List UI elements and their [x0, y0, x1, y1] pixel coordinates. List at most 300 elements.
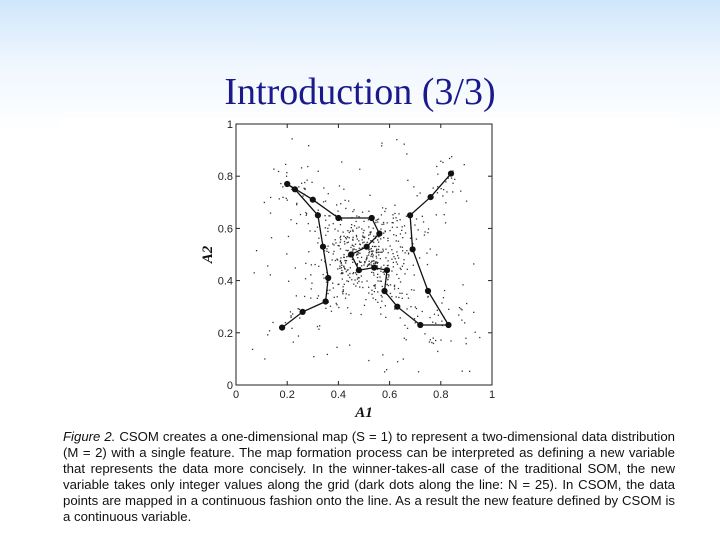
scatter-point [402, 266, 403, 267]
scatter-point [301, 167, 302, 168]
scatter-point [416, 308, 417, 309]
scatter-point [392, 253, 393, 254]
scatter-point [348, 250, 349, 251]
scatter-point [373, 254, 374, 255]
scatter-point [343, 291, 344, 292]
scatter-point [399, 293, 400, 294]
map-node [325, 275, 331, 281]
scatter-point [377, 291, 378, 292]
scatter-point [400, 219, 401, 220]
scatter-point [352, 250, 353, 251]
scatter-point [398, 297, 399, 298]
scatter-point [434, 314, 435, 315]
scatter-point [271, 237, 272, 238]
scatter-point [252, 349, 253, 350]
scatter-point [299, 317, 300, 318]
scatter-point [377, 219, 378, 220]
scatter-point [405, 252, 406, 253]
scatter-point [341, 272, 342, 273]
scatter-point [403, 358, 404, 359]
scatter-point [394, 286, 395, 287]
scatter-point [373, 298, 374, 299]
scatter-point [398, 278, 399, 279]
scatter-point [267, 265, 268, 266]
scatter-point [341, 263, 342, 264]
scatter-point [356, 215, 357, 216]
scatter-point [429, 317, 430, 318]
scatter-point [357, 278, 358, 279]
scatter-point [340, 248, 341, 249]
scatter-point [427, 232, 428, 233]
scatter-point [298, 186, 299, 187]
scatter-point [381, 214, 382, 215]
scatter-point [317, 242, 318, 243]
scatter-point [296, 204, 297, 205]
scatter-point [313, 356, 314, 357]
scatter-point [444, 290, 445, 291]
y-tick-label: 0.4 [217, 275, 233, 288]
map-node [381, 288, 387, 294]
scatter-point [391, 296, 392, 297]
scatter-point [286, 198, 287, 199]
scatter-point [340, 203, 341, 204]
scatter-point [335, 260, 336, 261]
scatter-point [293, 342, 294, 343]
scatter-point [343, 254, 344, 255]
scatter-point [415, 322, 416, 323]
scatter-point [336, 303, 337, 304]
scatter-point [406, 339, 407, 340]
scatter-point [264, 202, 265, 203]
scatter-point [362, 239, 363, 240]
scatter-point [365, 299, 366, 300]
scatter-point [345, 200, 346, 201]
plot-axes [200, 119, 495, 418]
scatter-point [270, 274, 271, 275]
scatter-point [459, 307, 460, 308]
scatter-point [267, 334, 268, 335]
scatter-point [396, 240, 397, 241]
scatter-point [346, 256, 347, 257]
scatter-point [336, 347, 337, 348]
map-node [428, 194, 434, 200]
scatter-point [336, 304, 337, 305]
scatter-point [339, 185, 340, 186]
scatter-point [371, 272, 372, 273]
scatter-point [339, 245, 340, 246]
scatter-point [350, 247, 351, 248]
scatter-point [396, 251, 397, 252]
scatter-point [387, 279, 388, 280]
scatter-point [355, 249, 356, 250]
scatter-point [393, 256, 394, 257]
scatter-point [430, 339, 431, 340]
scatter-point [378, 246, 379, 247]
scatter-point [353, 246, 354, 247]
scatter-point [336, 204, 337, 205]
scatter-point [351, 279, 352, 280]
scatter-point [327, 293, 328, 294]
scatter-point [451, 178, 452, 179]
scatter-point [290, 219, 291, 220]
scatter-point [366, 258, 367, 259]
scatter-point [356, 254, 357, 255]
scatter-point [374, 246, 375, 247]
scatter-point [344, 241, 345, 242]
scatter-point [318, 329, 319, 330]
scatter-point [403, 263, 404, 264]
scatter-point [371, 248, 372, 249]
scatter-point [325, 220, 326, 221]
scatter-point [354, 279, 355, 280]
scatter-point [334, 228, 335, 229]
scatter-point [372, 253, 373, 254]
scatter-point [346, 293, 347, 294]
scatter-point [337, 296, 338, 297]
scatter-point [406, 216, 407, 217]
scatter-point [270, 213, 271, 214]
scatter-point [431, 342, 432, 343]
scatter-point [404, 338, 405, 339]
scatter-point [422, 216, 423, 217]
scatter-point [342, 293, 343, 294]
map-node [279, 325, 285, 331]
scatter-point [385, 249, 386, 250]
scatter-point [340, 261, 341, 262]
scatter-point [375, 288, 376, 289]
scatter-point [381, 301, 382, 302]
scatter-point [368, 254, 369, 255]
scatter-point [350, 267, 351, 268]
y-tick-label: 0.2 [217, 327, 233, 340]
scatter-point [417, 195, 418, 196]
scatter-point [464, 164, 465, 165]
scatter-point [358, 216, 359, 217]
scatter-point [444, 214, 445, 215]
scatter-point [397, 264, 398, 265]
scatter-point [308, 223, 309, 224]
scatter-point [402, 298, 403, 299]
scatter-point [411, 289, 412, 290]
scatter-point [416, 239, 417, 240]
x-tick-label: 0.4 [330, 389, 347, 401]
map-node [394, 304, 400, 310]
scatter-point [347, 242, 348, 243]
map-node [417, 322, 423, 328]
scatter-point [321, 259, 322, 260]
scatter-point [400, 281, 401, 282]
scatter-point [373, 228, 374, 229]
scatter-point [469, 371, 470, 372]
scatter-point [358, 277, 359, 278]
scatter-point [290, 315, 291, 316]
scatter-point [349, 345, 350, 346]
scatter-point [397, 220, 398, 221]
scatter-point [357, 239, 358, 240]
scatter-point [359, 248, 360, 249]
scatter-point [290, 311, 291, 312]
scatter-point [311, 288, 312, 289]
scatter-point [424, 231, 425, 232]
scatter-point [383, 222, 384, 223]
scatter-point [381, 267, 382, 268]
scatter-plot [60, 118, 680, 418]
scatter-point [287, 200, 288, 201]
scatter-point [357, 282, 358, 283]
scatter-point [327, 354, 328, 355]
scatter-point [323, 201, 324, 202]
scatter-point [384, 274, 385, 275]
scatter-point [358, 281, 359, 282]
scatter-point [375, 246, 376, 247]
scatter-point [346, 250, 347, 251]
scatter-point [375, 263, 376, 264]
scatter-point [359, 253, 360, 254]
scatter-point [331, 311, 332, 312]
scatter-point [318, 171, 319, 172]
scatter-point [390, 284, 391, 285]
scatter-point [378, 249, 379, 250]
scatter-point [341, 161, 342, 162]
scatter-point [340, 242, 341, 243]
scatter-point [385, 305, 386, 306]
scatter-point [337, 268, 338, 269]
scatter-point [356, 228, 357, 229]
scatter-point [404, 225, 405, 226]
scatter-point [475, 332, 476, 333]
scatter-point [407, 328, 408, 329]
scatter-point [355, 272, 356, 273]
scatter-point [402, 237, 403, 238]
scatter-point [280, 183, 281, 184]
scatter-point [307, 180, 308, 181]
scatter-point [307, 166, 308, 167]
scatter-point [379, 276, 380, 277]
scatter-point [332, 283, 333, 284]
scatter-point [315, 264, 316, 265]
scatter-point [349, 237, 350, 238]
scatter-point [407, 269, 408, 270]
map-node [315, 212, 321, 218]
scatter-point [346, 271, 347, 272]
scatter-point [363, 232, 364, 233]
scatter-point [318, 210, 319, 211]
scatter-point [347, 230, 348, 231]
scatter-point [359, 262, 360, 263]
scatter-point [422, 311, 423, 312]
scatter-point [360, 244, 361, 245]
scatter-point [462, 284, 463, 285]
scatter-point [433, 187, 434, 188]
scatter-point [333, 244, 334, 245]
scatter-point [429, 341, 430, 342]
scatter-point [398, 213, 399, 214]
scatter-point [340, 237, 341, 238]
scatter-point [352, 245, 353, 246]
scatter-point [342, 286, 343, 287]
scatter-point [343, 289, 344, 290]
scatter-point [376, 256, 377, 257]
scatter-point [414, 274, 415, 275]
scatter-point [384, 211, 385, 212]
scatter-point [282, 197, 283, 198]
scatter-point [337, 230, 338, 231]
scatter-point [441, 302, 442, 303]
scatter-point [333, 253, 334, 254]
scatter-point [328, 193, 329, 194]
scatter-point [450, 340, 451, 341]
scatter-point [479, 337, 480, 338]
scatter-point [342, 278, 343, 279]
scatter-point [407, 180, 408, 181]
scatter-point [368, 360, 369, 361]
scatter-point [306, 213, 307, 214]
scatter-point [352, 262, 353, 263]
scatter-point [418, 371, 419, 372]
scatter-point [310, 274, 311, 275]
scatter-point [401, 230, 402, 231]
scatter-point [334, 297, 335, 298]
scatter-point [368, 292, 369, 293]
scatter-point [373, 272, 374, 273]
scatter-point [389, 230, 390, 231]
scatter-point [374, 291, 375, 292]
scatter-point [441, 188, 442, 189]
scatter-point [308, 145, 309, 146]
scatter-point [356, 274, 357, 275]
scatter-point [388, 265, 389, 266]
scatter-point [413, 186, 414, 187]
scatter-point [400, 268, 401, 269]
map-node [448, 171, 454, 177]
scatter-point [473, 312, 474, 313]
x-axis-label: A1 [355, 405, 373, 418]
scatter-point [390, 245, 391, 246]
scatter-point [402, 226, 403, 227]
map-node [320, 244, 326, 250]
scatter-point [296, 223, 297, 224]
scatter-point [310, 297, 311, 298]
scatter-point [382, 286, 383, 287]
scatter-point [333, 223, 334, 224]
scatter-point [361, 228, 362, 229]
scatter-point [340, 239, 341, 240]
scatter-point [357, 257, 358, 258]
scatter-point [345, 208, 346, 209]
scatter-point [410, 238, 411, 239]
scatter-point [410, 306, 411, 307]
scatter-point [306, 215, 307, 216]
scatter-point [373, 260, 374, 261]
scatter-point [305, 212, 306, 213]
scatter-point [359, 169, 360, 170]
scatter-point [369, 264, 370, 265]
figure-caption [63, 429, 675, 525]
scatter-point [363, 230, 364, 231]
scatter-point [317, 227, 318, 228]
scatter-point [380, 228, 381, 229]
scatter-point [466, 201, 467, 202]
scatter-point [377, 239, 378, 240]
scatter-point [406, 153, 407, 154]
scatter-point [362, 236, 363, 237]
scatter-point [371, 254, 372, 255]
scatter-point [361, 281, 362, 282]
scatter-point [394, 205, 395, 206]
scatter-point [404, 325, 405, 326]
scatter-point [355, 285, 356, 286]
scatter-point [448, 309, 449, 310]
scatter-point [461, 309, 462, 310]
scatter-point [304, 188, 305, 189]
scatter-point [345, 298, 346, 299]
scatter-point [406, 308, 407, 309]
x-tick-label: 0.8 [433, 389, 449, 401]
scatter-point [368, 238, 369, 239]
scatter-point [398, 288, 399, 289]
scatter-point [394, 285, 395, 286]
scatter-point [435, 323, 436, 324]
scatter-point [473, 263, 474, 264]
scatter-point [352, 249, 353, 250]
scatter-point [345, 262, 346, 263]
scatter-point [401, 293, 402, 294]
scatter-point [286, 253, 287, 254]
scatter-point [324, 215, 325, 216]
scatter-point [432, 322, 433, 323]
scatter-point [327, 228, 328, 229]
scatter-point [363, 264, 364, 265]
scatter-point [462, 371, 463, 372]
scatter-point [372, 256, 373, 257]
scatter-point [437, 351, 438, 352]
scatter-point [452, 183, 453, 184]
scatter-point [369, 195, 370, 196]
scatter-point [341, 265, 342, 266]
scatter-point [285, 322, 286, 323]
scatter-point [278, 171, 279, 172]
scatter-point [465, 338, 466, 339]
scatter-point [351, 224, 352, 225]
scatter-point [377, 302, 378, 303]
x-tick-label: 0 [232, 389, 240, 401]
scatter-point [358, 252, 359, 253]
scatter-point [370, 234, 371, 235]
scatter-point [339, 266, 340, 267]
scatter-point [392, 214, 393, 215]
scatter-point [338, 307, 339, 308]
scatter-point [445, 202, 446, 203]
map-node [410, 246, 416, 252]
scatter-point [363, 221, 364, 222]
scatter-point [440, 161, 441, 162]
scatter-point [327, 246, 328, 247]
scatter-point [340, 236, 341, 237]
scatter-point [345, 260, 346, 261]
scatter-point [398, 257, 399, 258]
scatter-point [414, 318, 415, 319]
scatter-point [361, 257, 362, 258]
scatter-point [305, 263, 306, 264]
scatter-point [464, 322, 465, 323]
scatter-point [354, 225, 355, 226]
scatter-point [343, 236, 344, 237]
scatter-point [368, 211, 369, 212]
scatter-point [373, 285, 374, 286]
scatter-point [381, 281, 382, 282]
scatter-point [353, 284, 354, 285]
scatter-point [363, 242, 364, 243]
